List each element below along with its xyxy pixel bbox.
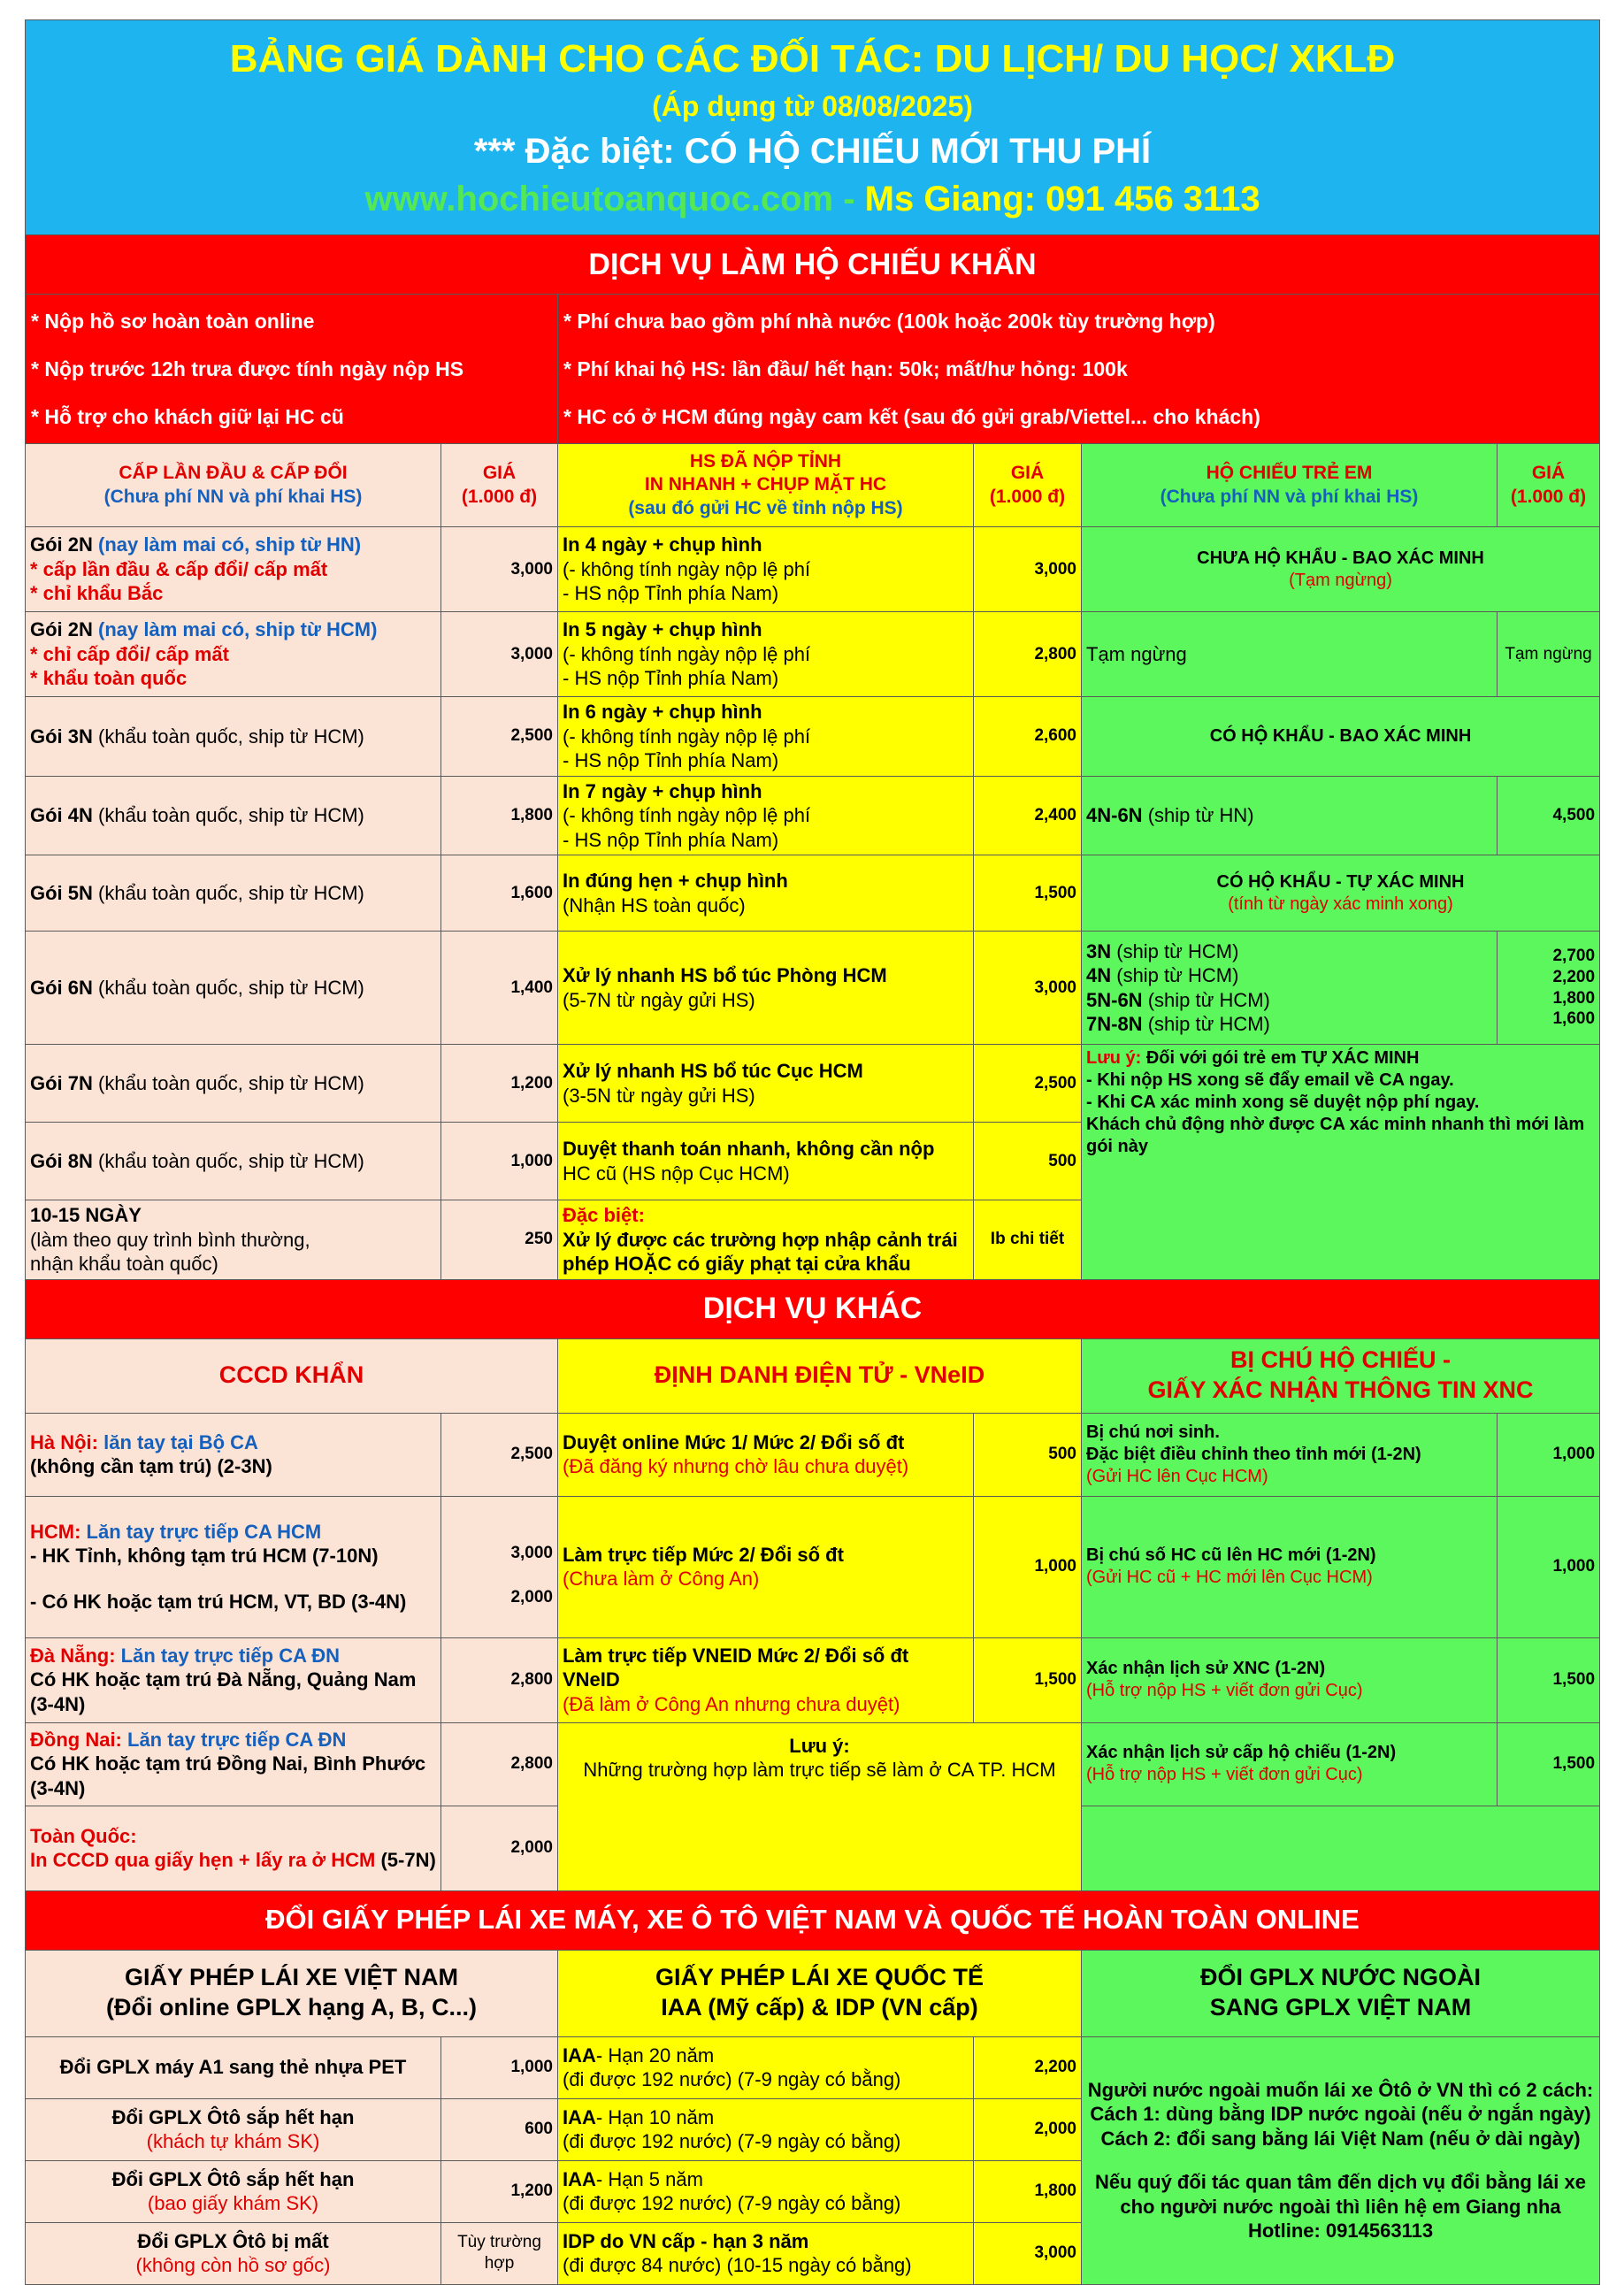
- province-cell: In 5 ngày + chụp hình (- không tính ngày nộp lệ phí - HS nộp Tỉnh phía Nam): [558, 612, 974, 697]
- province-cell: Duyệt thanh toán nhanh, không cần nộp HC cũ (HS nộp Cục HCM): [558, 1123, 974, 1200]
- price-cell: 2,000: [441, 1806, 558, 1890]
- xnc-empty: [1082, 1806, 1600, 1890]
- price-cell: 500: [974, 1413, 1082, 1496]
- price-cell: 2,500: [441, 697, 558, 777]
- col-header-price-2: GIÁ (1.000 đ): [974, 444, 1082, 527]
- child-self-options: 3N (ship từ HCM) 4N (ship từ HCM) 5N-6N (ship từ HCM) 7N-8N (ship từ HCM): [1082, 932, 1498, 1045]
- xnc-old-number: Bị chú số HC cũ lên HC mới (1-2N) (Gửi HC cũ + HC mới lên Cục HCM): [1082, 1496, 1498, 1637]
- vneid-note: Lưu ý: Những trường hợp làm trực tiếp sẽ làm ở CA TP. HCM: [558, 1722, 1082, 1890]
- xnc-history: Xác nhận lịch sử XNC (1-2N) (Hỗ trợ nộp HS + viết đơn gửi Cục): [1082, 1637, 1498, 1722]
- price-table: [25, 19, 1600, 2285]
- vneid-direct-2: Làm trực tiếp VNEID Mức 2/ Đổi số đt VNeID (Đã làm ở Công An nhưng chưa duyệt): [558, 1637, 974, 1722]
- section-title-license: ĐỔI GIẤY PHÉP LÁI XE MÁY, XE Ô TÔ VIỆT NAM VÀ QUỐC TẾ HOÀN TOÀN ONLINE: [26, 1890, 1600, 1950]
- col-title-xnc: BỊ CHÚ HỘ CHIẾU - GIẤY XÁC NHẬN THÔNG TIN XNC: [1082, 1338, 1600, 1413]
- price-cell: 2,400: [974, 776, 1082, 855]
- child-self-verify: CÓ HỘ KHẨU - TỰ XÁC MINH (tính từ ngày xác minh xong): [1082, 855, 1600, 932]
- table-row: [26, 697, 1600, 777]
- notes-left: [26, 295, 558, 444]
- main-title: BẢNG GIÁ DÀNH CHO CÁC ĐỐI TÁC: DU LỊCH/ DU HỌC/ XKLĐ: [229, 36, 1396, 81]
- price-cell: Tạm ngừng: [1498, 612, 1600, 697]
- package-cell: 10-15 NGÀY (làm theo quy trình bình thường, nhận khẩu toàn quốc): [26, 1200, 441, 1280]
- cccd-dongnai: Đồng Nai: Lăn tay trực tiếp CA ĐN Có HK hoặc tạm trú Đồng Nai, Bình Phước (3-4N): [26, 1722, 441, 1806]
- col-title-cccd: CCCD KHẨN: [26, 1338, 558, 1413]
- apply-date: (Áp dụng từ 08/08/2025): [652, 89, 973, 122]
- contact-line: [26, 177, 1599, 221]
- price-cell: 1,500: [1498, 1722, 1600, 1806]
- province-cell: In đúng hẹn + chụp hình (Nhận HS toàn quốc): [558, 855, 974, 932]
- province-cell: In 6 ngày + chụp hình (- không tính ngày nộp lệ phí - HS nộp Tỉnh phía Nam): [558, 697, 974, 777]
- child-household-verified: CÓ HỘ KHẨU - BAO XÁC MINH: [1082, 697, 1600, 777]
- table-row: [26, 776, 1600, 855]
- province-cell: Đặc biệt: Xử lý được các trường hợp nhập cảnh trái phép HOẶC có giấy phạt tại cửa khẩu: [558, 1200, 974, 1280]
- col-title-intl-license: GIẤY PHÉP LÁI XE QUỐC TẾ IAA (Mỹ cấp) & IDP (VN cấp): [558, 1950, 1082, 2036]
- intl-iaa-10: IAA- Hạn 10 năm (đi được 192 nước) (7-9 ngày có bằng): [558, 2098, 974, 2160]
- foreign-license-info: Người nước ngoài muốn lái xe Ôtô ở VN thì có 2 cách: Cách 1: dùng bằng IDP nước ngoài (nếu ở ngắn ngày) Cách 2: đổi sang bằng lái Việt Nam (nếu ở dài ngày) Nếu quý đối tác quan tâm đến dịch vụ đổi bằng lái xe cho người nước ngoài thì liên hệ em Giang nha Hotline: 0914563113: [1082, 2036, 1600, 2284]
- child-note: Lưu ý: Đối với gói trẻ em TỰ XÁC MINH - Khi nộp HS xong sẽ đẩy email về CA ngay. - Khi CA xác minh xong sẽ duyệt nộp phí ngay. Khách chủ động nhờ được CA xác minh nhanh thì mới làm gói này: [1082, 1045, 1600, 1280]
- col-header-child: HỘ CHIẾU TRẺ EM (Chưa phí NN và phí khai HS): [1082, 444, 1498, 527]
- vn-license-renew-health: Đổi GPLX Ôtô sắp hết hạn (bao giấy khám SK): [26, 2160, 441, 2222]
- cccd-hanoi: Hà Nội: lăn tay tại Bộ CA (không cần tạm trú) (2-3N): [26, 1413, 441, 1496]
- special-note: *** Đặc biệt: CÓ HỘ CHIẾU MỚI THU PHÍ: [473, 131, 1152, 171]
- price-sheet: [25, 19, 1599, 2285]
- package-cell: Gói 4N (khẩu toàn quốc, ship từ HCM): [26, 776, 441, 855]
- note-right-2: * Phí khai hộ HS: lần đầu/ hết hạn: 50k; mất/hư hỏng: 100k: [563, 357, 1128, 380]
- note-left-1: * Nộp hồ sơ hoàn toàn online: [31, 309, 315, 333]
- price-cell: 600: [441, 2098, 558, 2160]
- price-cell: 1,000: [1498, 1413, 1600, 1496]
- section-title-other: DỊCH VỤ KHÁC: [26, 1279, 1600, 1338]
- contact-phone[interactable]: Ms Giang: 091 456 3113: [864, 179, 1260, 219]
- cccd-hcm: HCM: Lăn tay trực tiếp CA HCM - HK Tỉnh, không tạm trú HCM (7-10N) - Có HK hoặc tạm trú HCM, VT, BD (3-4N): [26, 1496, 441, 1637]
- package-cell: Gói 8N (khẩu toàn quốc, ship từ HCM): [26, 1123, 441, 1200]
- price-cell: 3,000: [441, 612, 558, 697]
- price-cell: 2,500: [441, 1413, 558, 1496]
- table-row: [26, 1496, 1600, 1637]
- intl-iaa-5: IAA- Hạn 5 năm (đi được 192 nước) (7-9 ngày có bằng): [558, 2160, 974, 2222]
- vn-license-a1: Đổi GPLX máy A1 sang thẻ nhựa PET: [26, 2036, 441, 2098]
- price-cell: 1,200: [441, 1045, 558, 1123]
- child-suspended: Tạm ngừng: [1082, 612, 1498, 697]
- intl-iaa-20: IAA- Hạn 20 năm (đi được 192 nước) (7-9 ngày có bằng): [558, 2036, 974, 2098]
- col-header-price-1: GIÁ (1.000 đ): [441, 444, 558, 527]
- note-left-2: * Nộp trước 12h trưa được tính ngày nộp HS: [31, 357, 464, 380]
- price-cell: 2,500: [974, 1045, 1082, 1123]
- vneid-online: Duyệt online Mức 1/ Mức 2/ Đổi số đt (Đã đăng ký nhưng chờ lâu chưa duyệt): [558, 1413, 974, 1496]
- price-cell: 3,000: [974, 527, 1082, 612]
- header-block: [26, 20, 1600, 235]
- col-header-adult: CẤP LẦN ĐẦU & CẤP ĐỔI (Chưa phí NN và phí khai HS): [26, 444, 441, 527]
- price-cell: 1,800: [974, 2160, 1082, 2222]
- price-cell: 1,500: [1498, 1637, 1600, 1722]
- package-cell: Gói 2N (nay làm mai có, ship từ HCM) * chỉ cấp đổi/ cấp mất * khẩu toàn quốc: [26, 612, 441, 697]
- price-cell: 2,800: [441, 1722, 558, 1806]
- price-cell: 1,500: [974, 855, 1082, 932]
- child-4n-6n: 4N-6N (ship từ HN): [1082, 776, 1498, 855]
- table-row: [26, 1637, 1600, 1722]
- col-title-vn-license: GIẤY PHÉP LÁI XE VIỆT NAM (Đổi online GPLX hạng A, B, C...): [26, 1950, 558, 2036]
- price-cell: 1,500: [974, 1637, 1082, 1722]
- website-link[interactable]: www.hochieutoanquoc.com: [364, 179, 834, 219]
- vn-license-renew-self: Đổi GPLX Ôtô sắp hết hạn (khách tự khám SK): [26, 2098, 441, 2160]
- cccd-danang: Đà Nẵng: Lăn tay trực tiếp CA ĐN Có HK hoặc tạm trú Đà Nẵng, Quảng Nam (3-4N): [26, 1637, 441, 1722]
- price-cell: 2,600: [974, 697, 1082, 777]
- package-cell: Gói 3N (khẩu toàn quốc, ship từ HCM): [26, 697, 441, 777]
- price-cell: 1,800: [441, 776, 558, 855]
- note-left-3: * Hỗ trợ cho khách giữ lại HC cũ: [31, 404, 344, 428]
- price-cell: 1,000: [441, 1123, 558, 1200]
- table-row: [26, 1413, 1600, 1496]
- price-cell: 4,500: [1498, 776, 1600, 855]
- price-cell: 1,000: [974, 1496, 1082, 1637]
- price-cell: 3,000: [441, 527, 558, 612]
- table-row: [26, 2036, 1600, 2098]
- col-header-price-3: GIÁ (1.000 đ): [1498, 444, 1600, 527]
- table-row: [26, 932, 1600, 1045]
- price-cell: 3,000: [974, 932, 1082, 1045]
- price-cell: Ib chi tiết: [974, 1200, 1082, 1280]
- price-cell: 250: [441, 1200, 558, 1280]
- price-cell: 2,800: [441, 1637, 558, 1722]
- price-cell: 500: [974, 1123, 1082, 1200]
- province-cell: In 7 ngày + chụp hình (- không tính ngày nộp lệ phí - HS nộp Tỉnh phía Nam): [558, 776, 974, 855]
- col-title-foreign-license: ĐỔI GPLX NƯỚC NGOÀI SANG GPLX VIỆT NAM: [1082, 1950, 1600, 2036]
- price-cell: Tùy trường hợp: [441, 2222, 558, 2284]
- note-right-1: * Phí chưa bao gồm phí nhà nước (100k hoặc 200k tùy trường hợp): [563, 309, 1215, 333]
- package-cell: Gói 7N (khẩu toàn quốc, ship từ HCM): [26, 1045, 441, 1123]
- table-row: [26, 527, 1600, 612]
- table-row: [26, 1045, 1600, 1123]
- vneid-direct: Làm trực tiếp Mức 2/ Đổi số đt (Chưa làm ở Công An): [558, 1496, 974, 1637]
- package-cell: Gói 6N (khẩu toàn quốc, ship từ HCM): [26, 932, 441, 1045]
- price-cell: 2,200: [974, 2036, 1082, 2098]
- price-cell: 3,000: [974, 2222, 1082, 2284]
- price-cell: 1,000: [441, 2036, 558, 2098]
- table-row: [26, 612, 1600, 697]
- col-title-vneid: ĐỊNH DANH ĐIỆN TỬ - VNeID: [558, 1338, 1082, 1413]
- notes-right: [558, 295, 1600, 444]
- note-right-3: * HC có ở HCM đúng ngày cam kết (sau đó gửi grab/Viettel... cho khách): [563, 404, 1260, 428]
- section-title-passport: DỊCH VỤ LÀM HỘ CHIẾU KHẨN: [26, 235, 1600, 295]
- province-cell: Xử lý nhanh HS bổ túc Cục HCM (3-5N từ ngày gửi HS): [558, 1045, 974, 1123]
- price-cell: 1,000: [1498, 1496, 1600, 1637]
- price-cell: 1,400: [441, 932, 558, 1045]
- price-cell: 1,200: [441, 2160, 558, 2222]
- province-cell: Xử lý nhanh HS bổ túc Phòng HCM (5-7N từ ngày gửi HS): [558, 932, 974, 1045]
- separator: -: [833, 179, 865, 219]
- col-header-province: HS ĐÃ NỘP TỈNH IN NHANH + CHỤP MẶT HC (sau đó gửi HC về tỉnh nộp HS): [558, 444, 974, 527]
- child-no-household: CHƯA HỘ KHẨU - BAO XÁC MINH (Tạm ngừng): [1082, 527, 1600, 612]
- intl-idp-vn: IDP do VN cấp - hạn 3 năm (đi được 84 nước) (10-15 ngày có bằng): [558, 2222, 974, 2284]
- province-cell: In 4 ngày + chụp hình (- không tính ngày nộp lệ phí - HS nộp Tỉnh phía Nam): [558, 527, 974, 612]
- table-row: [26, 1722, 1600, 1806]
- price-cell: 2,700 2,200 1,800 1,600: [1498, 932, 1600, 1045]
- vn-license-lost: Đổi GPLX Ôtô bị mất (không còn hồ sơ gốc): [26, 2222, 441, 2284]
- cccd-nationwide: Toàn Quốc: In CCCD qua giấy hẹn + lấy ra ở HCM (5-7N): [26, 1806, 441, 1890]
- table-row: [26, 855, 1600, 932]
- package-cell: Gói 2N (nay làm mai có, ship từ HN) * cấp lần đầu & cấp đổi/ cấp mất * chỉ khẩu Bắc: [26, 527, 441, 612]
- price-cell: 1,600: [441, 855, 558, 932]
- package-cell: Gói 5N (khẩu toàn quốc, ship từ HCM): [26, 855, 441, 932]
- xnc-passport-history: Xác nhận lịch sử cấp hộ chiếu (1-2N) (Hỗ trợ nộp HS + viết đơn gửi Cục): [1082, 1722, 1498, 1806]
- price-cell: 3,000 2,000: [441, 1496, 558, 1637]
- price-cell: 2,000: [974, 2098, 1082, 2160]
- xnc-birthplace: Bị chú nơi sinh. Đặc biệt điều chỉnh theo tỉnh mới (1-2N) (Gửi HC lên Cục HCM): [1082, 1413, 1498, 1496]
- price-cell: 2,800: [974, 612, 1082, 697]
